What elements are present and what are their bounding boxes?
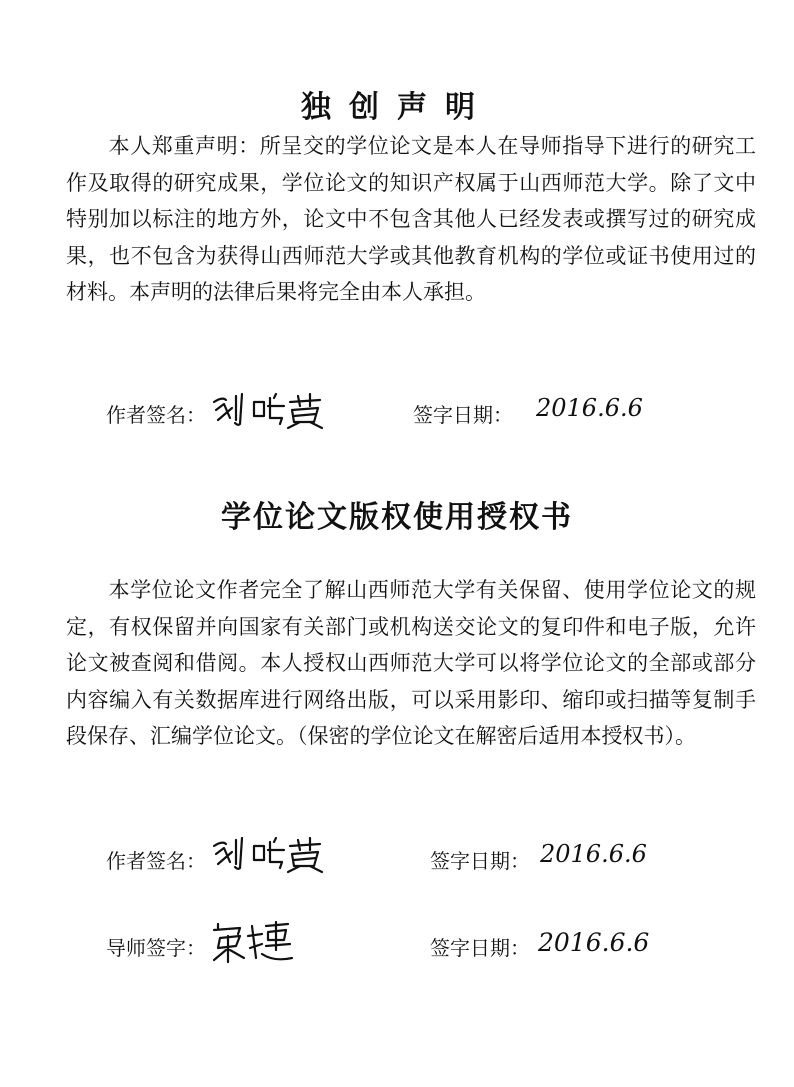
authorization-author-label: 作者签名： [106,849,206,873]
declaration-date-value [536,390,643,424]
declaration-author-label: 作者签名： [106,403,206,427]
supervisor-label: 导师签字： [106,936,206,960]
declaration-body-text: 本人郑重声明：所呈交的学位论文是本人在导师指导下进行的研究工作及取得的研究成果，学位论文的知识产权属于山西师范大学。除了文中特别加以标注的地方外，论文中不包含其他人已经发表或撰写过的研究成果，也不包含为获得山西师范大学或其他教育机构的学位或证书使用过的材料。本声明的法律后果将完全由本人承担。 [66,134,756,304]
authorization-body [66,572,756,755]
svg-text:2016.6.6: 2016.6.6 [536,394,643,422]
authorization-date-value [540,836,647,870]
declaration-title: 独创声明 [301,90,493,125]
supervisor-date-value [538,924,650,960]
authorization-date-label: 签字日期： [430,849,530,873]
declaration-date-label: 签字日期： [413,403,513,427]
supervisor-date-label: 签字日期： [430,936,530,960]
declaration-author-signature [210,388,325,430]
authorization-author-signature [210,832,325,874]
svg-text:2016.6.6: 2016.6.6 [540,840,647,868]
supervisor-signature [210,918,295,966]
authorization-title: 学位论文版权使用授权书 [221,500,573,535]
svg-text:2016.6.6: 2016.6.6 [538,928,650,957]
authorization-body-text: 本学位论文作者完全了解山西师范大学有关保留、使用学位论文的规定，有权保留并向国家有关部门或机构送交论文的复印件和电子版，允许论文被查阅和借阅。本人授权山西师范大学可以将学位论文的全部或部分内容编入有关数据库进行网络出版，可以采用影印、缩印或扫描等复制手段保存、汇编学位论文。（保密的学位论文在解密后适用本授权书）。 [66,578,756,748]
declaration-body [66,128,756,311]
